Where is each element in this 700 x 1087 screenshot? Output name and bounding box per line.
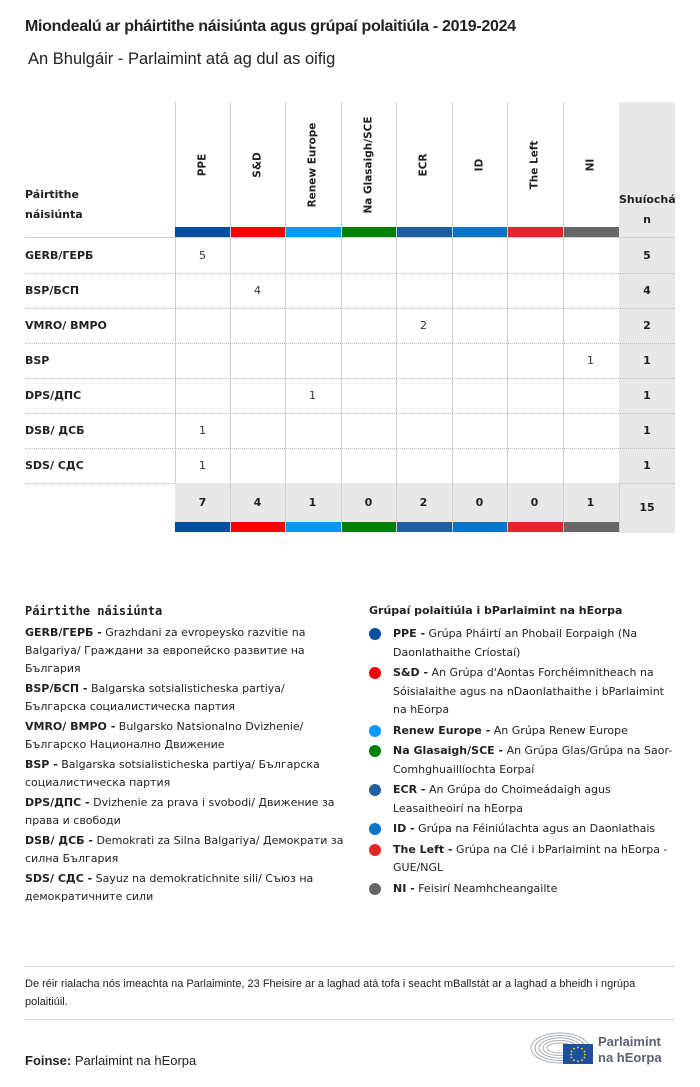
color-bar-sd — [231, 227, 285, 237]
column-header-greens: Na Glasaigh/SCE — [362, 115, 375, 214]
chart-subtitle: An Bhulgáir - Parlaimint atá ag dul as oifig — [28, 50, 336, 68]
dot-icon — [369, 883, 381, 895]
divider — [25, 1019, 675, 1020]
legend-item: S&D - An Grúpa d'Aontas Forchéimnitheach na Sóisialaithe agus na nDaonlathaithe i bParlaimint na hEorpa — [369, 664, 679, 720]
total-sd: 4 — [253, 496, 262, 509]
footnote: De réir rialacha nós imeachta na Parlaiminte, 23 Fheisire ar a laghad atá tofa i seacht mBallstát ar a laghad a bheidh i ngrúpa polaitiúil. — [25, 978, 636, 1008]
color-bar-greens — [342, 522, 396, 532]
legend-item: BSP/БСП - Balgarska sotsialisticheska partiya/Българска социалистическа партия — [25, 682, 285, 713]
legend-item: NI - Feisirí Neamhcheangailte — [369, 880, 679, 899]
legend-item: ID - Grúpa na Féiniúlachta agus an Daonlathais — [369, 820, 679, 839]
color-bar-ni — [564, 227, 619, 237]
color-bar-ni — [564, 522, 619, 532]
row-header: Páirtithe náisiúnta — [25, 188, 83, 221]
legend-item: PPE - Grúpa Pháirtí an Phobail Eorpaigh (Na Daonlathaithe Críostaí) — [369, 625, 679, 662]
color-bar-greens — [342, 227, 396, 237]
total-id: 0 — [475, 496, 484, 509]
total-left: 0 — [530, 496, 539, 509]
color-bar-left — [508, 522, 563, 532]
color-bar-id — [453, 227, 507, 237]
color-bar-id — [453, 522, 507, 532]
column-header-ni: NI — [584, 158, 597, 171]
divider — [25, 966, 675, 967]
table-row: DPS/ДПС 1 1 — [25, 378, 675, 414]
table-row: BSP 1 1 — [25, 343, 675, 379]
table-row: BSP/БСП 4 4 — [25, 273, 675, 309]
color-bar-left — [508, 227, 563, 237]
table-row: VMRO/ BMPO 2 2 — [25, 308, 675, 344]
column-header-left: The Left — [528, 140, 541, 189]
table-row: SDS/ СДС 1 1 — [25, 448, 675, 484]
color-bar-renew — [286, 227, 341, 237]
color-bar-sd — [231, 522, 285, 532]
legend-item: Na Glasaigh/SCE - An Grúpa Glas/Grúpa na Saor-Comhghuaillíochta Eorpaí — [369, 742, 679, 779]
column-header-id: ID — [473, 158, 486, 171]
dot-icon — [369, 667, 381, 679]
legend-item: DSB/ ДСБ - Demokrati za Silna Balgariya/ Демократи за силна България — [25, 834, 344, 865]
color-bar-ppe — [175, 227, 230, 237]
table-row: GERB/ГЕРБ 5 5 — [25, 238, 675, 274]
table-row: DSB/ ДСБ 1 1 — [25, 413, 675, 449]
column-header-ecr: ECR — [417, 153, 430, 176]
column-header-ppe: PPE — [196, 153, 209, 176]
legend-item: SDS/ СДС - Sayuz na demokratichnite sili/ Съюз на демократичните сили — [25, 872, 314, 903]
legend-title: Páirtithe náisiúnta — [25, 604, 163, 618]
legend-item: ECR - An Grúpa do Choimeádaigh agus Leasaitheoirí na hEorpa — [369, 781, 679, 818]
dot-icon — [369, 823, 381, 835]
seat-table — [25, 102, 675, 533]
legend-item: Renew Europe - An Grúpa Renew Europe — [369, 722, 679, 741]
dot-icon — [369, 844, 381, 856]
total-header: Shuíochá n — [619, 193, 676, 226]
legend-title: Grúpaí polaitiúla i bParlaimint na hEorpa — [369, 604, 623, 617]
total-greens: 0 — [364, 496, 373, 509]
dot-icon — [369, 784, 381, 796]
chart-title: Miondealú ar pháirtithe náisiúnta agus grúpaí polaitiúla - 2019-2024 — [25, 18, 516, 35]
column-header-renew: Renew Europe — [306, 122, 319, 207]
color-bar-ppe — [175, 522, 230, 532]
national-parties-legend — [25, 604, 345, 908]
dot-icon — [369, 725, 381, 737]
color-bar-ecr — [397, 227, 452, 237]
legend-item: The Left - Grúpa na Clé i bParlaimint na hEorpa - GUE/NGL — [369, 841, 679, 878]
legend-item: BSP - Balgarska sotsialisticheska partiya/ Българска социалистическа партия — [25, 758, 320, 789]
grand-total: 15 — [639, 501, 655, 514]
column-header-sd: S&D — [251, 151, 264, 178]
dot-icon — [369, 745, 381, 757]
total-ecr: 2 — [419, 496, 428, 509]
legend-item: DPS/ДПС - Dvizhenie za prava i svobodi/ Движение за права и свободи — [25, 796, 335, 827]
political-groups-legend — [369, 604, 679, 900]
color-bar-ecr — [397, 522, 452, 532]
total-ppe: 7 — [198, 496, 207, 509]
color-bar-renew — [286, 522, 341, 532]
total-ni: 1 — [586, 496, 595, 509]
logo-text: Parlaimint na hEorpa — [598, 1034, 662, 1065]
dot-icon — [369, 628, 381, 640]
legend-item: VMRO/ BMPO - Bulgarsko Natsionalno Dvizhenie/ Българско Национално Движение — [25, 720, 304, 751]
total-renew: 1 — [308, 496, 317, 509]
legend-item: GERB/ГЕРБ - Grazhdani za evropeysko razvitie na Balgariya/ Граждани за европейско развитие на България — [25, 626, 306, 675]
source: Foinse: Parlaimint na hEorpa — [25, 1053, 197, 1068]
